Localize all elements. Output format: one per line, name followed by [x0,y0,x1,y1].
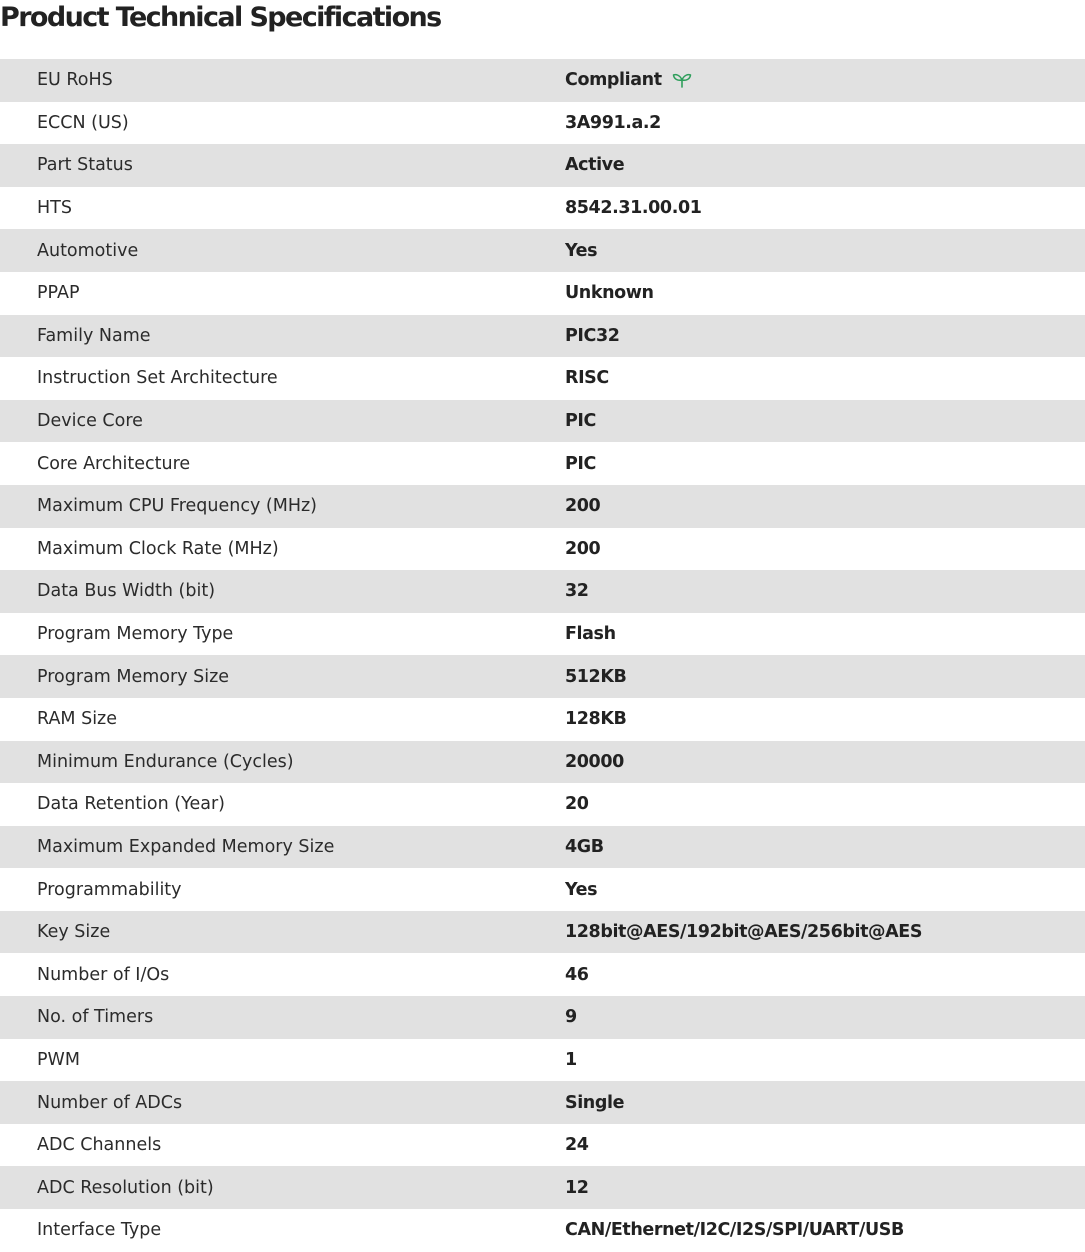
spec-label: Program Memory Size [37,666,230,687]
spec-label: Instruction Set Architecture [37,368,278,389]
spec-value: 200 [565,496,601,517]
spec-label: Minimum Endurance (Cycles) [37,751,294,772]
spec-value-text: Compliant [565,70,662,91]
spec-value: 46 [565,964,589,985]
spec-value: 9 [565,1007,577,1028]
spec-label: ADC Resolution (bit) [37,1177,214,1198]
spec-value: 32 [565,581,589,602]
spec-label: Device Core [37,411,143,432]
spec-row-part-status [0,144,1085,187]
spec-label: PWM [37,1049,80,1070]
spec-label: Program Memory Type [37,624,234,645]
spec-label: Key Size [37,922,111,943]
spec-value: PIC [565,411,596,432]
spec-row-data-bus-width [0,570,1085,613]
spec-row-number-of-ios [0,953,1085,996]
spec-value: 20000 [565,751,624,772]
spec-row-adc-resolution [0,1166,1085,1209]
spec-label: No. of Timers [37,1007,154,1028]
spec-row-program-memory-type [0,613,1085,656]
leaf-icon [672,71,692,89]
spec-row-family-name [0,315,1085,358]
spec-row-core-architecture [0,442,1085,485]
spec-label: Programmability [37,879,182,900]
spec-label: Maximum Expanded Memory Size [37,836,335,857]
spec-label: EU RoHS [37,70,113,91]
spec-row-ram-size [0,698,1085,741]
spec-label: Maximum CPU Frequency (MHz) [37,496,317,517]
spec-label: ECCN (US) [37,112,129,133]
spec-label: Family Name [37,325,151,346]
spec-value: 20 [565,794,589,815]
spec-row-device-core [0,400,1085,443]
spec-value: Unknown [565,283,654,304]
spec-label: ADC Channels [37,1135,162,1156]
spec-row-adc-channels [0,1124,1085,1167]
spec-label: Number of ADCs [37,1092,183,1113]
spec-value: PIC32 [565,325,620,346]
spec-row-program-memory-size [0,655,1085,698]
spec-row-data-retention [0,783,1085,826]
spec-value: CAN/Ethernet/I2C/I2S/SPI/UART/USB [565,1220,904,1241]
spec-value: 128KB [565,709,627,730]
spec-row-min-endurance [0,741,1085,784]
spec-row-key-size [0,911,1085,954]
spec-row-timers [0,996,1085,1039]
spec-label: Data Bus Width (bit) [37,581,216,602]
spec-row-number-of-adcs [0,1081,1085,1124]
spec-row-hts [0,187,1085,230]
spec-value: 8542.31.00.01 [565,198,702,219]
spec-value: 3A991.a.2 [565,112,661,133]
spec-value: 12 [565,1177,589,1198]
spec-value: 4GB [565,836,604,857]
spec-value: 1 [565,1049,577,1070]
spec-row-programmability [0,868,1085,911]
spec-label: Part Status [37,155,133,176]
spec-label: Number of I/Os [37,964,170,985]
spec-label: Core Architecture [37,453,191,474]
spec-row-instruction-set [0,357,1085,400]
spec-value: 512KB [565,666,627,687]
spec-label: Data Retention (Year) [37,794,225,815]
spec-row-automotive [0,229,1085,272]
spec-row-interface-type [0,1209,1085,1252]
spec-row-eu-rohs [0,59,1085,102]
spec-value: Yes [565,879,598,900]
spec-table [0,59,1085,1252]
spec-label: Maximum Clock Rate (MHz) [37,538,279,559]
spec-value: Active [565,155,625,176]
spec-row-max-clock-rate [0,528,1085,571]
spec-row-max-cpu-frequency [0,485,1085,528]
spec-row-pwm [0,1039,1085,1082]
spec-label: HTS [37,198,72,219]
spec-value: RISC [565,368,609,389]
spec-value: Yes [565,240,598,261]
spec-value: 24 [565,1135,589,1156]
spec-row-eccn [0,102,1085,145]
spec-label: Automotive [37,240,139,261]
spec-row-ppap [0,272,1085,315]
spec-label: RAM Size [37,709,118,730]
spec-value: 200 [565,538,601,559]
page-title: Product Technical Specifications [0,2,441,33]
spec-row-max-expanded-memory [0,826,1085,869]
spec-value: 128bit@AES/192bit@AES/256bit@AES [565,922,923,943]
spec-value: Flash [565,624,616,645]
spec-value: PIC [565,453,596,474]
spec-value: Single [565,1092,625,1113]
spec-label: Interface Type [37,1220,162,1241]
spec-value [565,59,692,102]
spec-label: PPAP [37,283,80,304]
